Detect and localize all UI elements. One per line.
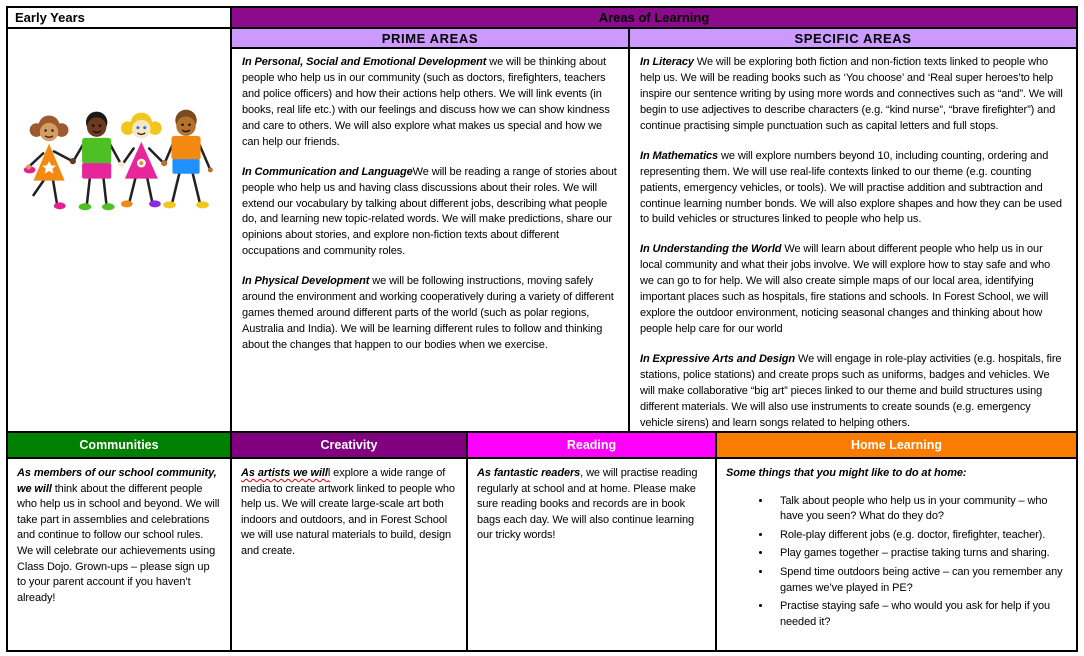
clipart-cell xyxy=(8,29,232,433)
curriculum-paragraph xyxy=(242,165,618,261)
paragraph-lead: In Mathematics xyxy=(640,149,719,162)
paragraph-text: We will engage in role-play activities (e.g. hospitals, fire stations, police stations) and create props such as uniforms, badges and vehicles. We will make collaborative “big art” pieces linked to our theme and build structures using different materials. We will also use instruments to create sounds (e.g. emergency vehicle sirens) and learn songs related to helping others. xyxy=(640,353,1062,429)
list-item: • Play games together – practise taking turns and sharing. xyxy=(772,546,1067,562)
home-learning-list xyxy=(726,494,1067,631)
paragraph-lead: As members of our school community, we will xyxy=(17,467,217,495)
curriculum-table xyxy=(6,6,1078,652)
curriculum-paragraph xyxy=(640,352,1066,432)
reading-body xyxy=(468,459,717,650)
creativity-header xyxy=(232,433,468,459)
paragraph-lead: In Understanding the World xyxy=(640,243,782,256)
top-section xyxy=(8,8,1076,433)
areas-of-learning-header xyxy=(232,8,1076,29)
early-years-label: Early Years xyxy=(15,10,85,25)
home-learning-label: Home Learning xyxy=(851,438,942,452)
paragraph-lead: As fantastic readers xyxy=(477,467,581,479)
reading-header xyxy=(468,433,717,459)
list-item: • Talk about people who help us in your community – who have you seen? What do they do? xyxy=(772,494,1067,525)
areas-of-learning-label: Areas of Learning xyxy=(598,10,710,25)
children-holding-hands-image xyxy=(17,91,221,241)
paragraph-text: We will be reading a range of stories about people who help us and having class discussions about their roles. We will extend our vocabulary by talking about different jobs, describing what people do, and learning new topic-related words. We will make predictions, share our opinions about stories, and explore non-fiction texts about different occupations and community roles. xyxy=(242,165,617,258)
paragraph-lead: In Physical Development xyxy=(242,275,370,288)
list-item: • Practise staying safe – who would you ask for help if you needed it? xyxy=(772,599,1067,630)
typo-letter: l xyxy=(327,467,331,479)
prime-areas-header xyxy=(232,29,630,49)
paragraph-lead: Some things that you might like to do at home: xyxy=(726,467,967,479)
prime-areas-label: PRIME AREAS xyxy=(381,30,479,46)
communities-header xyxy=(8,433,232,459)
reading-label: Reading xyxy=(566,438,617,452)
paragraph-text: we will be thinking about people who help us in our community (such as doctors, firefighters, teachers and police officers) and how their actions help others. We will link events (in books, real life etc.) with our feelings and discuss how we can show kindness and care to others. We will also explore what makes us special and how we can help our friends. xyxy=(242,56,610,148)
paragraph-lead: As artists we will xyxy=(241,467,328,479)
paragraph-text: we will explore numbers beyond 10, including counting, ordering and representing them. We will use real-life contexts linked to our theme (e.g. counting patients, emergency vehicles, or tools). We will practise addition and subtraction and continue learning number bonds. We will also explore shapes and how they can be used to build vehicles or structures linked to people who help us. xyxy=(640,149,1062,226)
bottom-section xyxy=(8,433,1076,650)
creativity-label: Creativity xyxy=(320,438,378,452)
list-item: • Spend time outdoors being active – can you remember any games we’ve played in PE? xyxy=(772,565,1067,596)
specific-areas-body xyxy=(630,49,1076,433)
specific-areas-header xyxy=(630,29,1076,49)
curriculum-paragraph xyxy=(640,242,1066,338)
paragraph-text: think about the different people who help us in school and beyond. We will take part in assemblies and celebrations and continue to follow our school rules. We will celebrate our achievements using Class Dojo. Grown-ups – please sign up to your parent account if you haven’t already! xyxy=(17,482,220,604)
curriculum-paragraph xyxy=(242,274,618,354)
list-item: • Role-play different jobs (e.g. doctor, firefighter, teacher). xyxy=(772,528,1067,544)
specific-areas-label: SPECIFIC AREAS xyxy=(794,30,912,46)
paragraph-text: explore a wide range of media to create artwork linked to people who help us. We will create large-scale art both indoors and outdoors, and in Forest School we will use natural materials to build, design and create. xyxy=(241,467,455,558)
paragraph-text: We will learn about different people who help us in our local community and what their jobs involve. We will explore how to stay safe and who we can go to for help. We will also create simple maps of our local area, identifying important places such as hospitals, fire stations and schools. In Forest School, we will explore the outdoor environment, noticing seasonal changes and thinking about how people help care for our world xyxy=(640,243,1051,336)
paragraph-text: we will be following instructions, moving safely around the environment and working cooperatively during a variety of different games themed around different parts of the world (such as polar regions, Australia and India). We will be learning different rules to follow and thinking about the changes that happen to our bodies when we exercise. xyxy=(242,275,614,351)
curriculum-paragraph xyxy=(640,55,1066,135)
paragraph-lead: In Communication and Language xyxy=(242,165,413,178)
home-learning-body xyxy=(717,459,1076,650)
paragraph-text: , we will practise reading regularly at school and at home. Please make sure reading books and records are in book bags each day. We will also continue learning our tricky words! xyxy=(477,467,698,542)
paragraph-lead: In Expressive Arts and Design xyxy=(640,353,796,365)
prime-areas-body xyxy=(232,49,630,433)
paragraph-lead: In Literacy xyxy=(640,56,694,68)
communities-body xyxy=(8,459,232,650)
paragraph-lead: In Personal, Social and Emotional Development xyxy=(242,56,487,68)
curriculum-paragraph xyxy=(640,149,1066,229)
early-years-cell xyxy=(8,8,232,29)
paragraph-text: We will be exploring both fiction and non-fiction texts linked to people who help us. We will be reading books such as ‘You choose’ and ‘Real super heroes’to help inspire our sentence writing by using more words and connectives such as “and”. We will begin to use adjectives to describe characters (e.g. “kind nurse”, “brave firefighter”) and continue practising simple punctuation such as capital letters and full stops. xyxy=(640,56,1063,132)
communities-label: Communities xyxy=(79,438,159,452)
curriculum-paragraph xyxy=(242,55,618,151)
creativity-body xyxy=(232,459,468,650)
home-learning-header xyxy=(717,433,1076,459)
